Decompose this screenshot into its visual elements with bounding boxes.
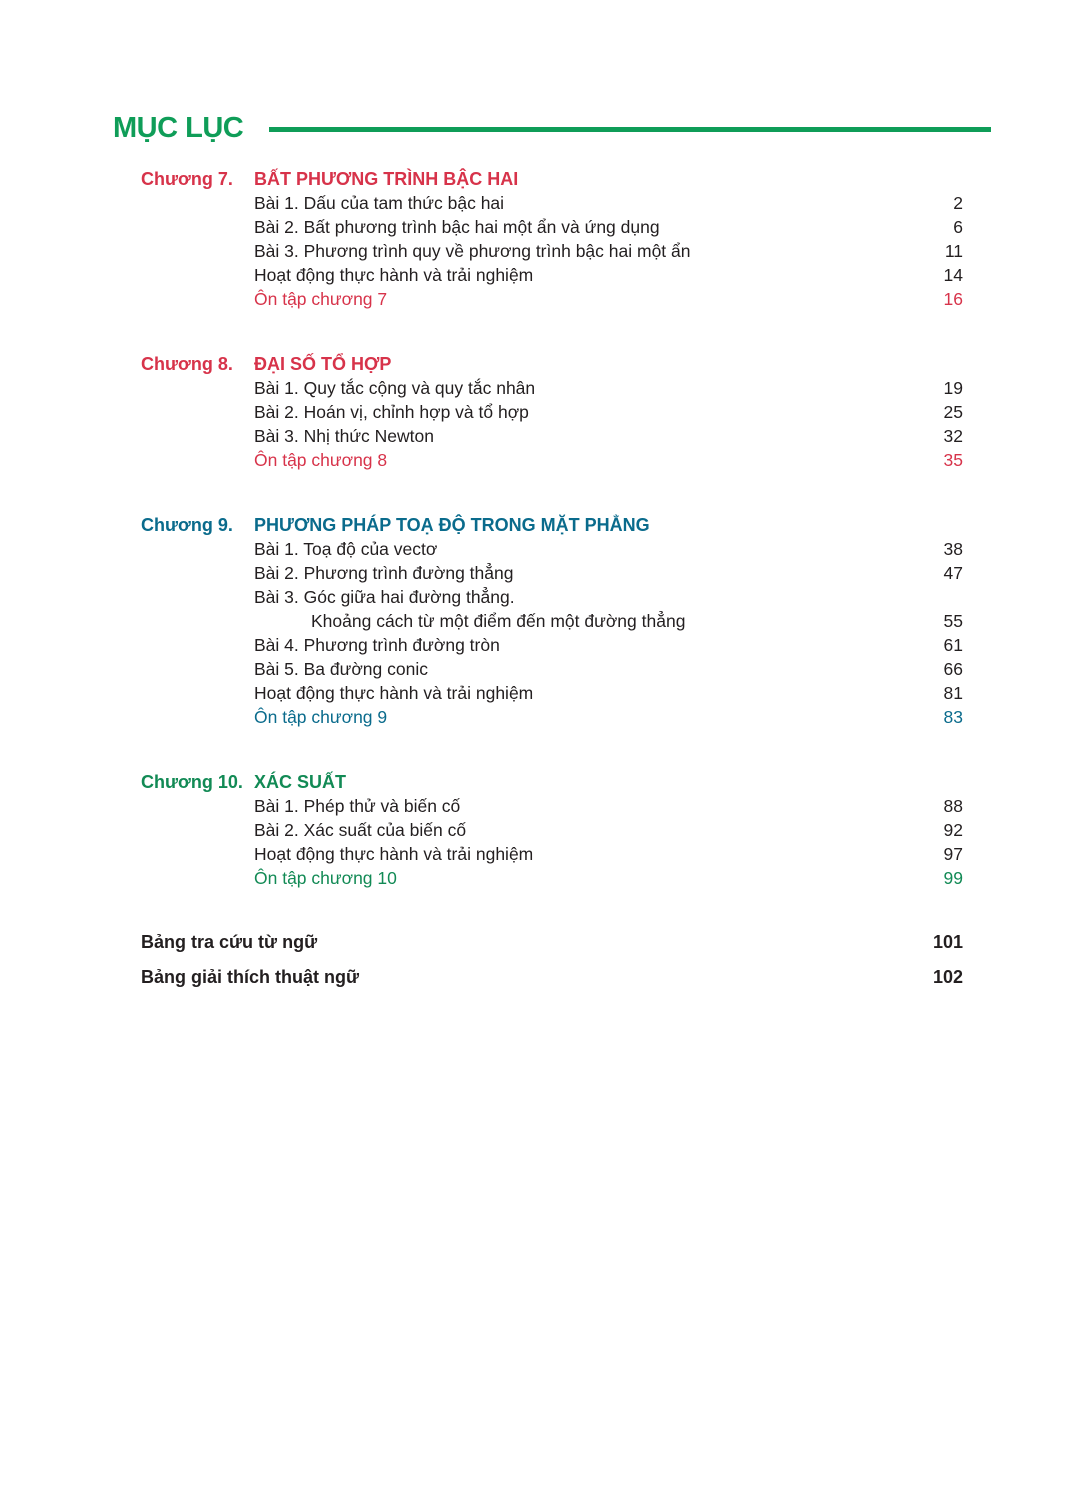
toc-entry[interactable] bbox=[141, 376, 963, 400]
appendix-page: 102 bbox=[932, 967, 963, 987]
entry-page: 83 bbox=[943, 707, 963, 727]
chapter-9 bbox=[141, 513, 963, 729]
entry-label: Bài 2. Hoán vị, chỉnh hợp và tổ hợp bbox=[254, 402, 529, 422]
entry-label: Bài 1. Dấu của tam thức bậc hai bbox=[254, 193, 505, 213]
entry-page: 6 bbox=[953, 217, 963, 237]
chapter-heading[interactable] bbox=[141, 167, 963, 191]
entry-label: Khoảng cách từ một điểm đến một đường thẳng bbox=[311, 611, 686, 631]
toc-entry[interactable] bbox=[141, 657, 963, 681]
entry-label: Bài 1. Phép thử và biến cố bbox=[254, 796, 461, 816]
entry-label: Bài 2. Phương trình đường thẳng bbox=[254, 563, 514, 583]
page-title: MỤC LỤC bbox=[113, 112, 244, 144]
appendix-page: 101 bbox=[932, 932, 963, 952]
toc-entry[interactable] bbox=[141, 794, 963, 818]
toc-entry[interactable] bbox=[141, 842, 963, 866]
toc-entry[interactable] bbox=[141, 239, 963, 263]
chapter-10 bbox=[141, 770, 963, 890]
entry-label: Ôn tập chương 8 bbox=[254, 450, 388, 470]
appendix-label: Bảng tra cứu từ ngữ bbox=[141, 932, 318, 952]
toc-entry-review[interactable] bbox=[141, 866, 963, 890]
chapter-number: Chương 7. bbox=[141, 169, 233, 189]
chapter-number: Chương 8. bbox=[141, 354, 233, 374]
entry-label: Bài 2. Bất phương trình bậc hai một ẩn và ứng dụng bbox=[254, 217, 660, 237]
toc-entry[interactable] bbox=[141, 633, 963, 657]
entry-label: Hoạt động thực hành và trải nghiệm bbox=[254, 683, 534, 703]
chapter-heading[interactable] bbox=[141, 352, 963, 376]
entry-label: Hoạt động thực hành và trải nghiệm bbox=[254, 844, 534, 864]
toc-entry[interactable] bbox=[141, 681, 963, 705]
chapter-number: Chương 10. bbox=[141, 772, 243, 792]
entry-label: Hoạt động thực hành và trải nghiệm bbox=[254, 265, 534, 285]
toc-entry[interactable] bbox=[141, 191, 963, 215]
chapter-heading[interactable] bbox=[141, 770, 963, 794]
chapter-heading[interactable] bbox=[141, 513, 963, 537]
entry-page: 11 bbox=[944, 241, 963, 261]
toc-entry-continuation[interactable] bbox=[141, 609, 963, 633]
entry-page: 35 bbox=[943, 450, 963, 470]
appendix-glossary-lookup[interactable] bbox=[141, 930, 963, 954]
entry-label: Ôn tập chương 7 bbox=[254, 289, 388, 309]
entry-page: 16 bbox=[943, 289, 963, 309]
toc-entry[interactable] bbox=[141, 215, 963, 239]
entry-page: 38 bbox=[943, 539, 963, 559]
entry-page: 61 bbox=[943, 635, 963, 655]
entry-page: 99 bbox=[943, 868, 963, 888]
toc-entry-review[interactable] bbox=[141, 448, 963, 472]
toc-entry-review[interactable] bbox=[141, 705, 963, 729]
entry-page: 47 bbox=[943, 563, 963, 583]
toc-entry[interactable] bbox=[141, 537, 963, 561]
entry-label: Bài 5. Ba đường conic bbox=[254, 659, 428, 679]
entry-label: Bài 3. Nhị thức Newton bbox=[254, 426, 434, 446]
chapter-title: XÁC SUẤT bbox=[254, 772, 347, 792]
entry-page: 66 bbox=[943, 659, 963, 679]
entry-page: 32 bbox=[943, 426, 963, 446]
chapter-7 bbox=[141, 167, 963, 311]
toc-header bbox=[113, 108, 991, 148]
entry-page: 2 bbox=[953, 193, 963, 213]
entry-label: Bài 3. Góc giữa hai đường thẳng. bbox=[254, 587, 515, 607]
entry-page: 81 bbox=[943, 683, 963, 703]
entry-label: Bài 1. Toạ độ của vectơ bbox=[254, 539, 438, 559]
toc-entry[interactable] bbox=[141, 400, 963, 424]
appendix-label: Bảng giải thích thuật ngữ bbox=[141, 967, 360, 987]
toc-entry[interactable] bbox=[141, 818, 963, 842]
entry-page: 14 bbox=[943, 265, 963, 285]
entry-label: Ôn tập chương 10 bbox=[254, 868, 397, 888]
entry-label: Bài 3. Phương trình quy về phương trình bậc hai một ẩn bbox=[254, 241, 691, 261]
chapter-number: Chương 9. bbox=[141, 515, 233, 535]
entry-page: 25 bbox=[943, 402, 963, 422]
toc-entry[interactable] bbox=[141, 424, 963, 448]
toc-entry[interactable] bbox=[141, 263, 963, 287]
title-rule bbox=[269, 127, 991, 132]
entry-label: Bài 4. Phương trình đường tròn bbox=[254, 635, 500, 655]
toc-entry[interactable] bbox=[141, 561, 963, 585]
chapter-title: BẤT PHƯƠNG TRÌNH BẬC HAI bbox=[254, 169, 519, 189]
entry-page: 97 bbox=[943, 844, 963, 864]
entry-page: 88 bbox=[943, 796, 963, 816]
appendix-terminology[interactable] bbox=[141, 965, 963, 989]
entry-page: 92 bbox=[943, 820, 963, 840]
toc-entry-review[interactable] bbox=[141, 287, 963, 311]
chapter-8 bbox=[141, 352, 963, 472]
chapter-title: PHƯƠNG PHÁP TOẠ ĐỘ TRONG MẶT PHẲNG bbox=[254, 515, 650, 535]
entry-page: 19 bbox=[943, 378, 963, 398]
entry-label: Ôn tập chương 9 bbox=[254, 707, 388, 727]
entry-label: Bài 2. Xác suất của biến cố bbox=[254, 820, 467, 840]
entry-page: 55 bbox=[943, 611, 963, 631]
entry-label: Bài 1. Quy tắc cộng và quy tắc nhân bbox=[254, 378, 536, 398]
chapter-title: ĐẠI SỐ TỔ HỢP bbox=[254, 354, 392, 374]
toc-entry[interactable] bbox=[141, 585, 963, 609]
